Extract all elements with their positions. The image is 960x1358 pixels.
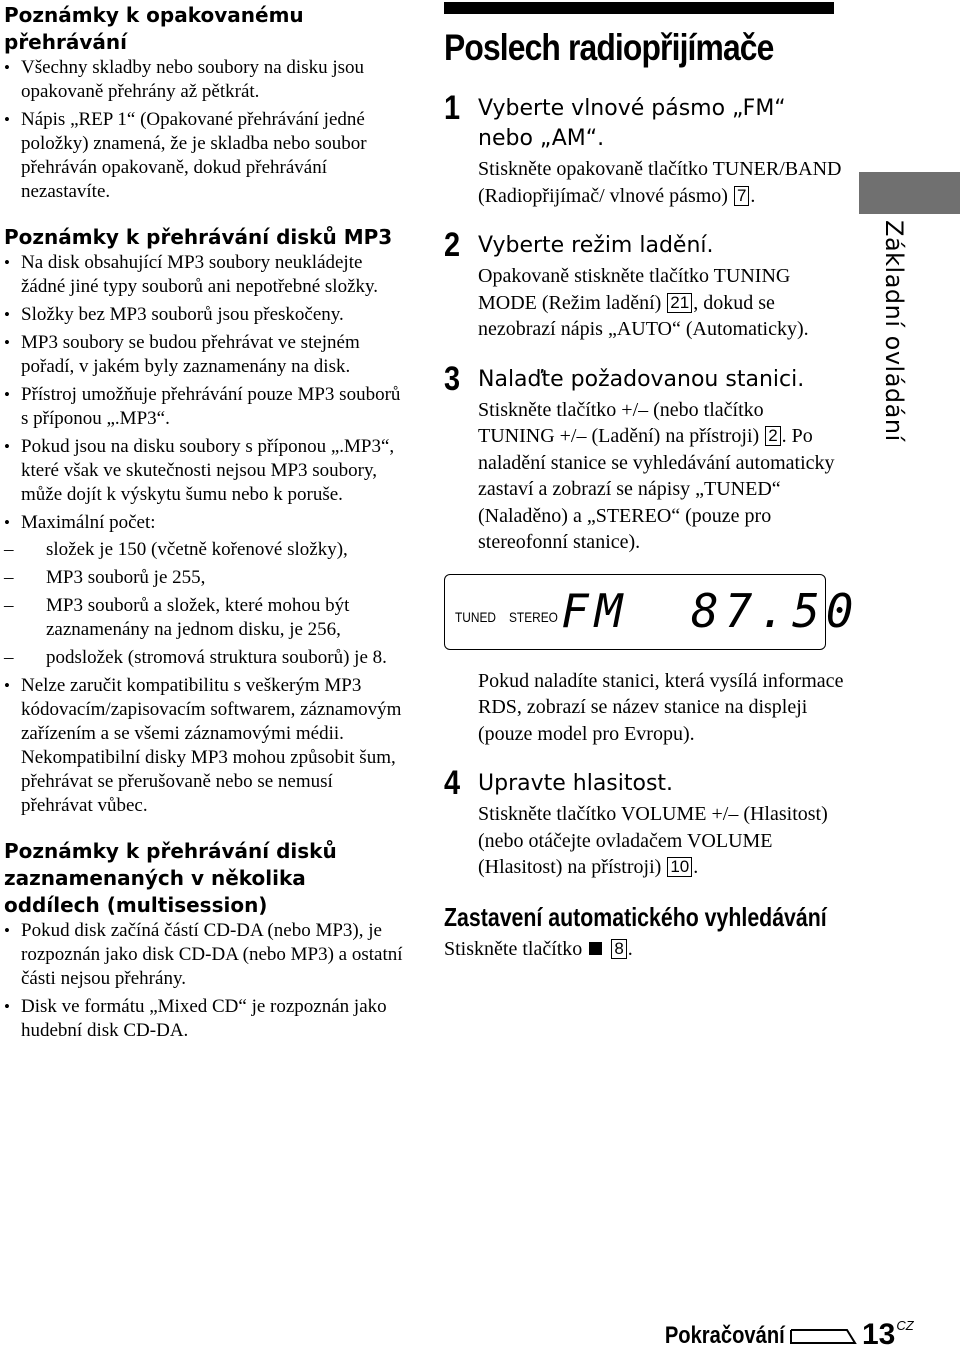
tuned-indicator: TUNED — [455, 608, 496, 625]
section-multisession-notes — [4, 838, 404, 1043]
list-item: • Disk ve formátu „Mixed CD“ je rozpoznán jako hudební disk CD-DA. — [4, 995, 404, 1043]
step-4 — [444, 764, 844, 881]
stop-search-heading: Zastavení automatického vyhledávání — [444, 901, 827, 932]
radio-display-illustration — [444, 574, 860, 650]
key-reference: 8 — [611, 939, 626, 959]
step-title: Vyberte vlnové pásmo „FM“ nebo „AM“. — [478, 96, 786, 151]
dash-item: – MP3 souborů je 255, — [4, 566, 404, 590]
list-item-text: Maximální počet: — [21, 512, 156, 533]
page-number — [862, 1318, 914, 1352]
stereo-indicator: STEREO — [509, 608, 558, 625]
page-title: Poslech radiopřijímače — [444, 27, 774, 68]
step-text: . — [750, 184, 756, 207]
chapter-label: Základní ovládání — [880, 220, 908, 442]
step-body — [478, 801, 844, 881]
key-reference: 2 — [765, 426, 780, 446]
step-text: Stiskněte tlačítko VOLUME +/– (Hlasitost) (nebo otáčejte ovladačem VOLUME (Hlasitost) na přístroji) — [478, 803, 828, 878]
list-item: • Všechny skladby nebo soubory na disku jsou opakovaně přehrány až pětkrát. — [4, 56, 404, 104]
step-title: Vyberte režim ladění. — [478, 233, 714, 258]
step-number: 3 — [444, 359, 461, 398]
continued-indicator — [642, 1322, 859, 1350]
list-item: • Přístroj umožňuje přehrávání pouze MP3 souborů s příponou „.MP3“. — [4, 383, 404, 431]
step-number: 4 — [444, 764, 461, 802]
step-text: . Po naladění stanice se vyhledávání automaticky zastaví a zobrazí se nápisy „TUNED“ (Naladěno) a „STEREO“ (pouze pro stereofonní stanice). — [478, 425, 835, 553]
list-item: • Na disk obsahující MP3 soubory neukládejte žádné jiné typy souborů ani nepotřebné složky. — [4, 251, 404, 299]
list-item: • Složky bez MP3 souborů jsou přeskočeny. — [4, 303, 404, 327]
continued-label: Pokračování — [664, 1322, 785, 1349]
key-reference: 7 — [734, 186, 749, 206]
page-number-value: 13 — [862, 1318, 896, 1351]
arrow-right-icon — [789, 1324, 859, 1348]
step-3 — [444, 359, 844, 556]
step-title: Upravte hlasitost. — [478, 771, 674, 796]
step-body — [478, 156, 844, 209]
rds-note: Pokud naladíte stanici, která vysílá informace RDS, zobrazí se název stanice na displeji (pouze model pro Evropu). — [478, 669, 844, 745]
step-1 — [444, 89, 844, 209]
step-number: 1 — [444, 89, 461, 127]
dash-item: – složek je 150 (včetně kořenové složky), — [4, 538, 404, 562]
bullet-list — [4, 919, 404, 1043]
step-2 — [444, 226, 844, 343]
step-body — [478, 397, 844, 556]
list-item: • MP3 soubory se budou přehrávat ve stejném pořadí, v jakém byly zaznamenány na disk. — [4, 331, 404, 379]
step-text: Stiskněte tlačítko — [444, 937, 583, 960]
section-mp3-notes — [4, 224, 404, 818]
key-reference: 21 — [667, 293, 692, 313]
bullet-list — [4, 251, 404, 818]
list-item: • Pokud jsou na disku soubory s příponou „.MP3“, které však ve skutečnosti nejsou MP3 soubory, může dojít k výskytu šumu nebo k poruše. — [4, 435, 404, 507]
list-item: • Nelze zaručit kompatibilitu s veškerým MP3 kódovacím/zapisovacím softwarem, záznamovým zařízením a se všemi záznamovými médii. Nekompatibilní disky MP3 mohou způsobit šum, přehrávat se přerušovaně nebo se nemusí přehrávat vůbec. — [4, 674, 404, 818]
dash-item: – podsložek (stromová struktura souborů) je 8. — [4, 646, 404, 670]
section-heading: Poznámky k přehrávání disků zaznamenaných v několika oddílech (multisession) — [4, 839, 337, 917]
step-text: . — [693, 856, 699, 878]
dash-item: – MP3 souborů a složek, které mohou být zaznamenány na jednom disku, je 256, — [4, 594, 404, 642]
section-heading: Poznámky k přehrávání disků MP3 — [4, 225, 393, 249]
step-text: Stiskněte tlačítko +/– (nebo tlačítko TUNING +/– (Ladění) na přístroji) — [478, 398, 765, 447]
dash-list — [4, 538, 404, 670]
list-item: • Nápis „REP 1“ (Opakované přehrávání jedné položky) znamená, že je skladba nebo soubor přehráván opakovaně, dokud přehrávání nezastavíte. — [4, 108, 404, 204]
step-text: . — [627, 937, 633, 960]
step-text: , dokud se nezobrazí nápis „AUTO“ (Automaticky). — [478, 291, 809, 340]
key-reference: 10 — [667, 857, 692, 877]
left-column — [4, 2, 404, 1063]
list-item: • Pokud disk začíná částí CD-DA (nebo MP3), je rozpoznán jako disk CD-DA (nebo MP3) a ostatní části nejsou přehrány. — [4, 919, 404, 991]
step-text: Opakovaně stiskněte tlačítko TUNING MODE (Režim ladění) — [478, 265, 791, 314]
right-column — [444, 24, 860, 963]
chapter-tab — [859, 172, 960, 214]
list-item-max-count — [4, 511, 404, 670]
step-title: Nalaďte požadovanou stanici. — [478, 366, 805, 392]
step-text: Stiskněte opakovaně tlačítko TUNER/BAND (Radiopřijímač/ vlnové pásmo) — [478, 158, 842, 207]
stop-icon — [589, 942, 602, 955]
stop-search-text — [444, 935, 844, 963]
band-readout: FM — [561, 583, 629, 638]
step-body — [478, 263, 844, 343]
section-repeat-notes — [4, 2, 404, 204]
title-rule — [444, 2, 834, 14]
page-language-suffix: CZ — [896, 1318, 914, 1333]
step-number: 2 — [444, 226, 461, 264]
frequency-readout: 87.50 — [691, 583, 860, 638]
bullet-list — [4, 56, 404, 204]
section-heading: Poznámky k opakovanému přehrávání — [4, 3, 304, 54]
